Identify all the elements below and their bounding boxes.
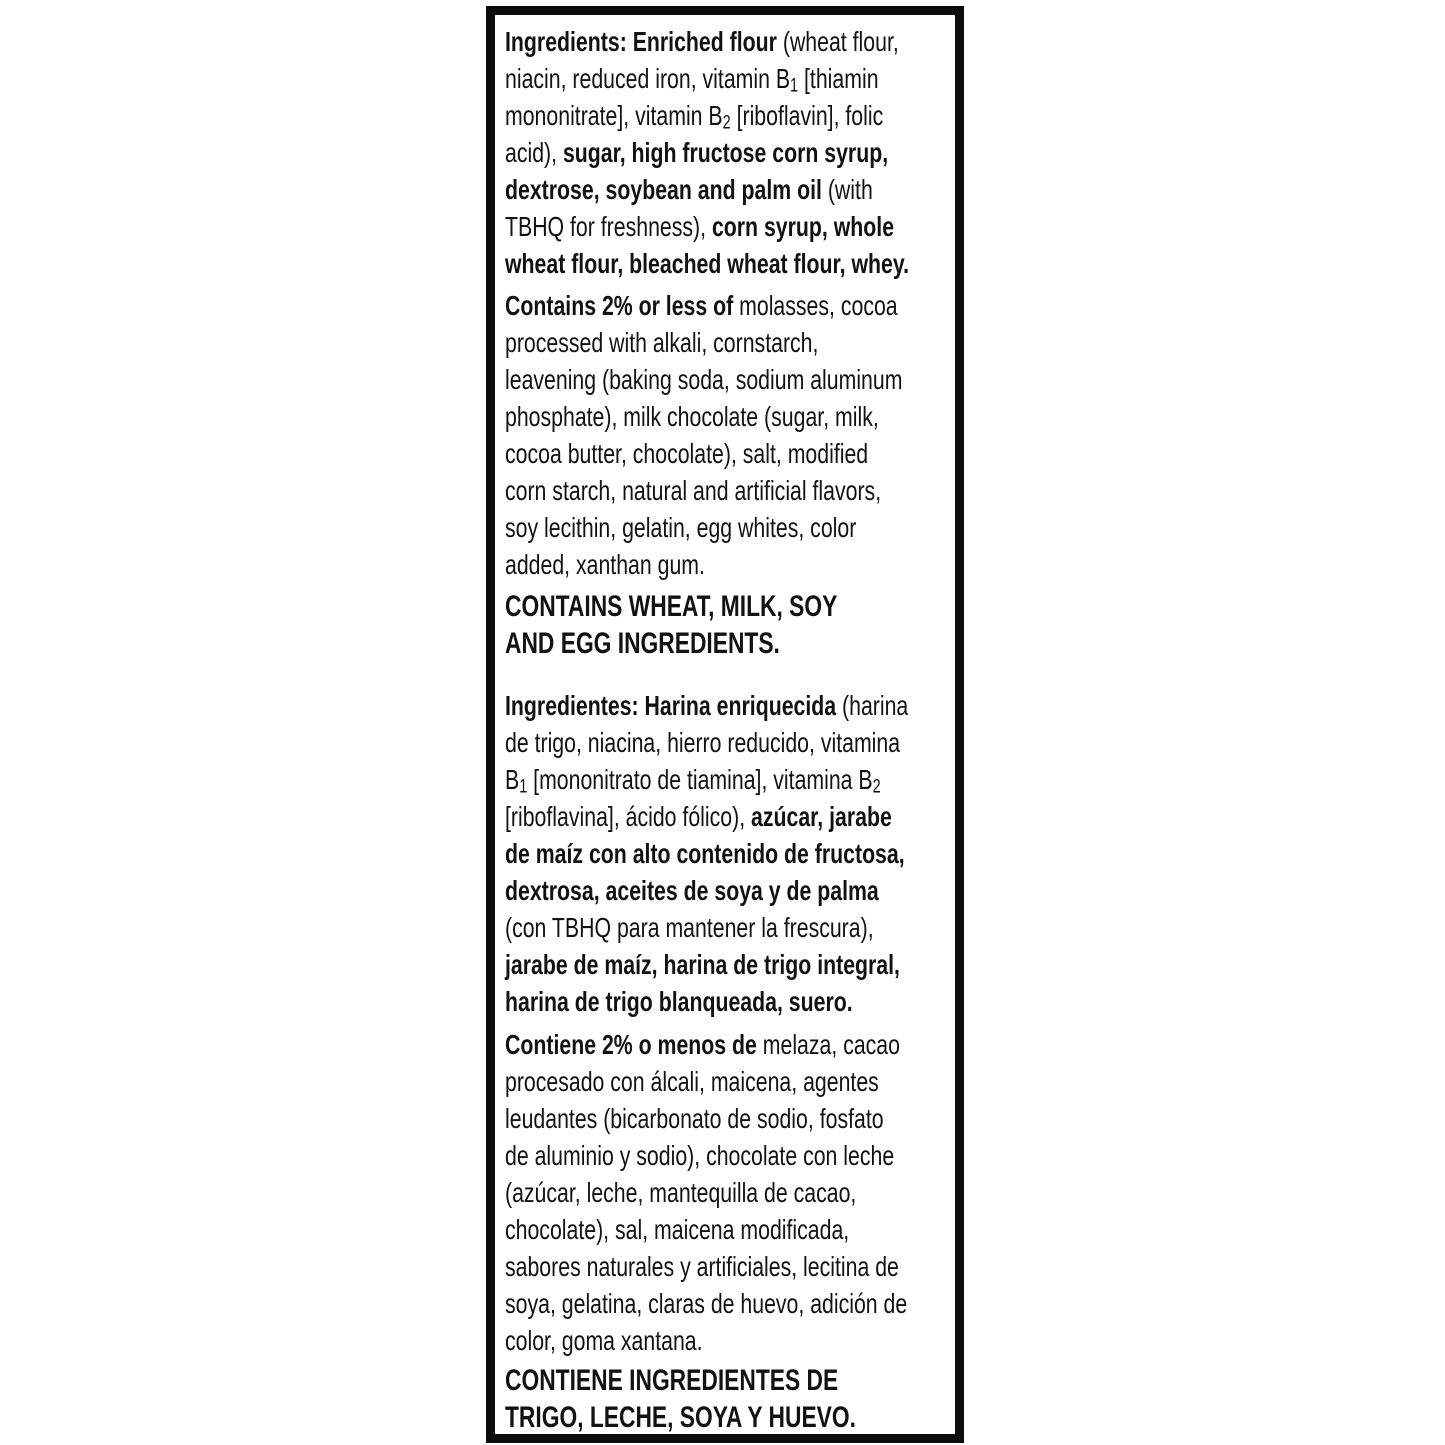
text-segment: phosphate), milk chocolate (sugar, milk, [505, 401, 879, 432]
text-line [505, 1248, 955, 1285]
text-segment: (azúcar, leche, mantequilla de cacao, [505, 1177, 857, 1208]
text-segment: processed with alkali, cornstarch, [505, 327, 819, 358]
allergen-en-paragraph [505, 588, 955, 662]
text-line [505, 1100, 955, 1137]
text-segment: added, xanthan gum. [505, 549, 705, 580]
text-segment: 2 [872, 776, 881, 798]
text-line [505, 625, 955, 662]
text-line [505, 134, 955, 171]
text-segment: (harina [842, 690, 909, 721]
text-segment: [riboflavina], ácido fólico), [505, 801, 752, 832]
text-segment: chocolate), sal, maicena modificada, [505, 1214, 850, 1245]
text-line [505, 1026, 955, 1063]
text-segment: melaza, cacao [762, 1029, 900, 1060]
contains-2pct-es-paragraph [505, 1026, 955, 1359]
text-line [505, 509, 955, 546]
text-segment: Ingredientes: Harina enriquecida [505, 690, 843, 721]
text-segment: de maíz con alto contenido de fructosa, [505, 838, 905, 869]
text-segment: acid), [505, 137, 563, 168]
text-line [505, 1211, 955, 1248]
text-line [505, 798, 955, 835]
ingredients-label-panel [486, 6, 964, 1443]
text-segment: color, goma xantana. [505, 1325, 703, 1356]
text-segment: soy lecithin, gelatin, egg whites, color [505, 512, 857, 543]
text-line [505, 97, 955, 134]
text-line [505, 1362, 955, 1399]
text-line [505, 546, 955, 583]
text-line [505, 724, 955, 761]
text-segment: Ingredients: Enriched flour [505, 26, 783, 57]
text-segment: harina de trigo blanqueada, suero. [505, 986, 853, 1017]
text-segment: B [505, 764, 520, 795]
text-line [505, 872, 955, 909]
text-segment: 2 [722, 112, 731, 134]
text-line [505, 983, 955, 1020]
text-segment: dextrose, soybean and palm oil [505, 174, 828, 205]
text-line [505, 835, 955, 872]
text-segment: azúcar, jarabe [751, 801, 892, 832]
text-line [505, 245, 955, 282]
text-line [505, 1174, 955, 1211]
text-segment: 1 [519, 776, 528, 798]
text-segment: (con TBHQ para mantener la frescura), [505, 912, 874, 943]
text-line [505, 287, 955, 324]
text-segment: de aluminio y sodio), chocolate con leche [505, 1140, 895, 1171]
text-segment: 1 [790, 75, 799, 97]
text-segment: [mononitrato de tiamina], vitamina B [527, 764, 873, 795]
text-segment: jarabe de maíz, harina de trigo integral, [505, 949, 900, 980]
text-line [505, 946, 955, 983]
text-line [505, 1063, 955, 1100]
text-line [505, 1399, 955, 1436]
text-line [505, 324, 955, 361]
text-line [505, 208, 955, 245]
text-segment: TRIGO, LECHE, SOYA Y HUEVO. [505, 1401, 856, 1434]
text-line [505, 1285, 955, 1322]
text-segment: [riboflavin], folic [730, 100, 884, 131]
ingredients-en-paragraph [505, 23, 955, 282]
contains-2pct-en-paragraph [505, 287, 955, 583]
text-segment: corn syrup, whole [711, 211, 895, 242]
text-line [505, 23, 955, 60]
text-segment: mononitrate], vitamin B [505, 100, 723, 131]
text-segment: [thiamin [798, 63, 879, 94]
text-segment: CONTIENE INGREDIENTES DE [505, 1364, 839, 1397]
text-segment: soya, gelatina, claras de huevo, adición de [505, 1288, 908, 1319]
ingredients-es-paragraph [505, 687, 955, 1020]
text-segment: dextrosa, aceites de soya y de palma [505, 875, 879, 906]
label-text-block [505, 23, 955, 1436]
text-segment: niacin, reduced iron, vitamin B [505, 63, 791, 94]
text-segment: leudantes (bicarbonato de sodio, fosfato [505, 1103, 884, 1134]
text-line [505, 60, 955, 97]
text-segment: Contiene 2% o menos de [505, 1029, 763, 1060]
text-segment: corn starch, natural and artificial flavors, [505, 475, 882, 506]
text-segment: leavening (baking soda, sodium aluminum [505, 364, 903, 395]
text-line [505, 761, 955, 798]
text-line [505, 361, 955, 398]
text-line [505, 1137, 955, 1174]
allergen-es-paragraph [505, 1362, 955, 1436]
text-line [505, 588, 955, 625]
text-segment: sugar, high fructose corn syrup, [562, 137, 889, 168]
text-segment: wheat flour, bleached wheat flour, whey. [505, 248, 910, 279]
text-segment: de trigo, niacina, hierro reducido, vitamina [505, 727, 901, 758]
text-segment: procesado con álcali, maicena, agentes [505, 1066, 879, 1097]
text-segment: (with [827, 174, 873, 205]
text-segment: (wheat flour, [782, 26, 899, 57]
text-segment: Contains 2% or less of [505, 290, 740, 321]
text-line [505, 687, 955, 724]
text-segment: TBHQ for freshness), [505, 211, 712, 242]
text-line [505, 435, 955, 472]
text-line [505, 909, 955, 946]
text-line [505, 398, 955, 435]
text-line [505, 171, 955, 208]
text-segment: sabores naturales y artificiales, lecitina de [505, 1251, 899, 1282]
text-segment: cocoa butter, chocolate), salt, modified [505, 438, 869, 469]
text-segment: molasses, cocoa [739, 290, 898, 321]
text-segment: AND EGG INGREDIENTS. [505, 627, 780, 660]
text-segment: CONTAINS WHEAT, MILK, SOY [505, 590, 838, 623]
text-line [505, 472, 955, 509]
text-line [505, 1322, 955, 1359]
